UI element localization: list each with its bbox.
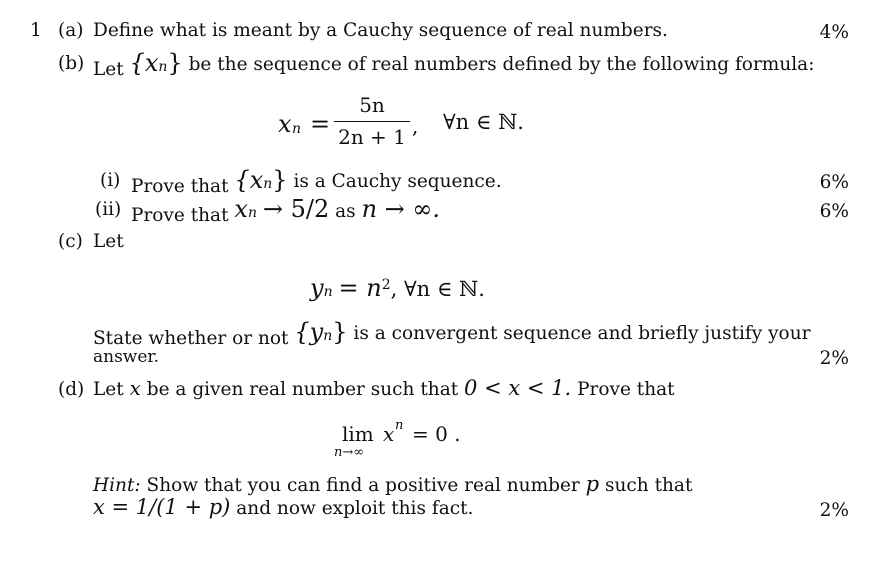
part-b-i-text: Prove that {xn} is a Cauchy sequence.	[131, 166, 502, 197]
part-a-marks: 4%	[819, 22, 849, 43]
part-b-i-label: (i)	[100, 170, 121, 191]
part-c-label: (c)	[58, 231, 83, 252]
part-c-marks: 2%	[819, 348, 849, 369]
part-d-text: Let x be a given real number such that 0 < x < 1. Prove that	[93, 376, 675, 400]
question-number: 1	[30, 20, 42, 41]
part-d-hint-line-1: Hint: Show that you can find a positive real number p such that	[93, 472, 693, 496]
part-b-i-marks: 6%	[819, 172, 849, 193]
fraction: 5n 2n + 1	[334, 95, 410, 147]
part-d-label: (d)	[58, 379, 85, 400]
part-b-ii-marks: 6%	[819, 201, 849, 222]
part-b-intro: Let {xn} be the sequence of real numbers defined by the following formula:	[93, 49, 815, 80]
part-b-ii-text: Prove that xn → 5/2 as n → ∞.	[131, 195, 441, 226]
part-c-text: State whether or not {yn} is a convergent sequence and briefly justify your	[93, 318, 811, 349]
part-b-ii-label: (ii)	[95, 199, 122, 220]
part-c-intro: Let	[93, 231, 124, 252]
part-b-label: (b)	[58, 53, 85, 74]
part-c-formula: yn = $n^2$, ∀n ∈ ℕ.	[310, 274, 485, 302]
part-d-hint-line-2: x = 1/(1 + p) and now exploit this fact.	[93, 495, 474, 519]
part-c-text-2: answer.	[93, 347, 160, 367]
part-a-text: Define what is meant by a Cauchy sequence of real numbers.	[93, 20, 668, 41]
part-d-marks: 2%	[819, 500, 849, 521]
part-a-label: (a)	[58, 20, 84, 41]
